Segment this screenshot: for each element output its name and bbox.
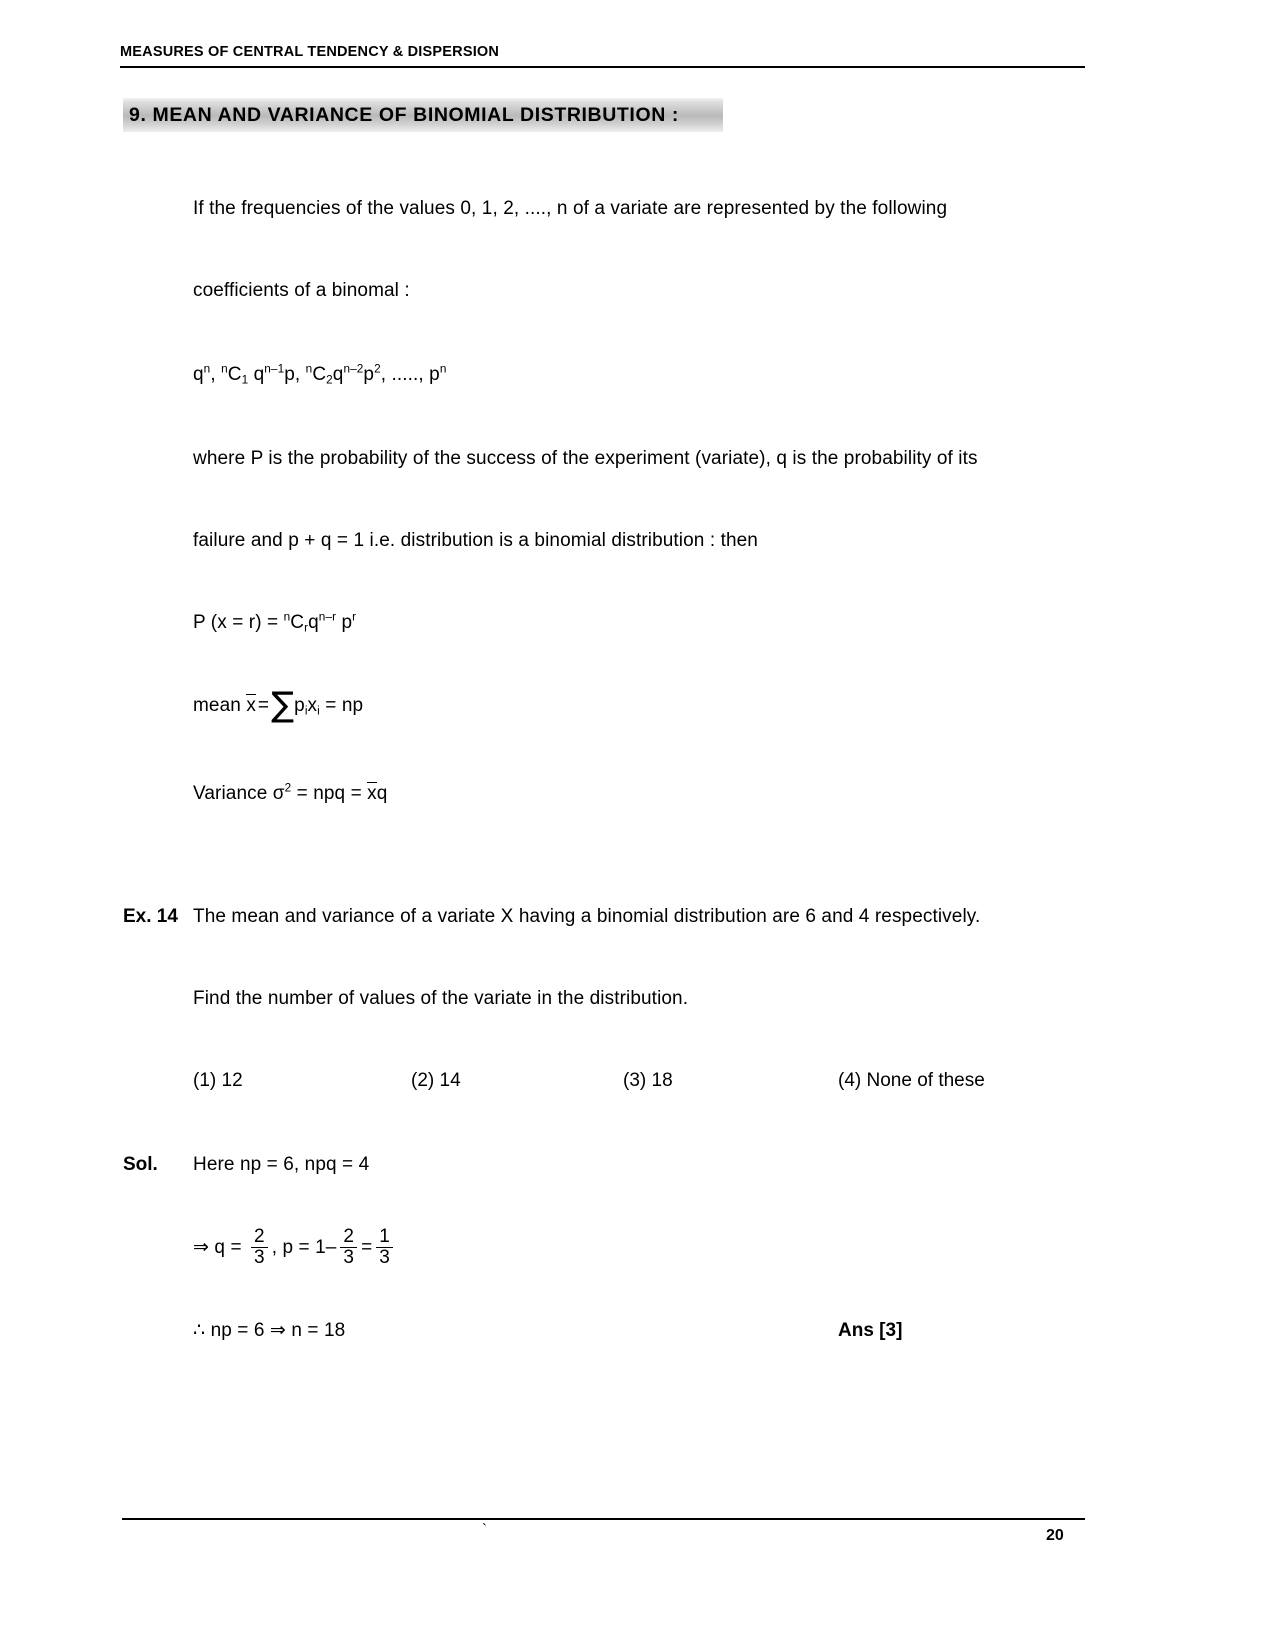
fraction-two-thirds <box>251 1227 268 1268</box>
fraction-denominator: 3 <box>376 1247 393 1268</box>
coef-term-6-base: p <box>429 364 440 385</box>
option-2[interactable]: (2) 14 <box>411 1070 461 1091</box>
option-4[interactable]: (4) None of these <box>838 1070 985 1091</box>
example-question-line-1: The mean and variance of a variate X having a binomial distribution are 6 and 4 respectively. <box>193 906 981 927</box>
implies-arrow-icon: ⇒ <box>269 1320 286 1341</box>
mean-x: x <box>307 695 318 716</box>
running-header <box>120 44 1085 60</box>
option-3[interactable]: (3) 18 <box>623 1070 673 1091</box>
coef-sep-3: , ....., <box>380 364 430 385</box>
therefore-icon: ∴ <box>193 1320 206 1341</box>
coef-term-3-post: p <box>284 364 295 385</box>
coef-term-6-sup: n <box>439 362 447 376</box>
solution-q-label: q = <box>209 1237 248 1259</box>
mean-p-sub: i <box>304 704 308 718</box>
running-header-title: MEASURES OF CENTRAL TENDENCY & DISPERSION <box>120 44 500 60</box>
coef-term-3-base: q <box>248 364 265 385</box>
coef-sep-2: , <box>294 364 306 385</box>
fraction-denominator: 3 <box>340 1247 357 1268</box>
summation-icon: ∑ <box>271 685 295 725</box>
coef-term-1-sup: n <box>203 362 211 376</box>
variance-mid: = npq = <box>291 783 368 804</box>
coef-term-5-sup: n–2 <box>343 362 364 376</box>
conclusion-text-2: n = 18 <box>285 1320 346 1341</box>
fraction-two-thirds-2 <box>340 1227 357 1268</box>
footer-mark: ` <box>482 1521 487 1538</box>
mean-x-sub: i <box>317 704 320 718</box>
fraction-numerator: 2 <box>254 1226 265 1247</box>
header-divider <box>120 66 1085 68</box>
answer-key: Ans [3] <box>838 1320 903 1341</box>
solution-conclusion <box>193 1320 345 1343</box>
fraction-numerator: 1 <box>379 1226 390 1247</box>
mean-equals: = <box>257 695 270 716</box>
variance-exponent: 2 <box>284 781 292 795</box>
mean-label: mean <box>193 695 247 716</box>
section-title: 9. MEAN AND VARIANCE OF BINOMIAL DISTRIBUTION : <box>129 103 680 126</box>
prob-p-sup: r <box>352 610 357 624</box>
mean-xbar: x <box>246 695 256 716</box>
coef-sep-1: , <box>210 364 222 385</box>
coef-term-4-sub: 2 <box>326 373 333 387</box>
theory-line-1: If the frequencies of the values 0, 1, 2, ...., n of a variate are represented by the following <box>193 198 948 219</box>
prob-c: C <box>290 612 305 633</box>
mean-tail: = np <box>319 695 364 716</box>
coef-term-1-base: q <box>193 364 204 385</box>
prob-pre-sup: n <box>283 610 291 624</box>
coef-term-5-post-sup: 2 <box>374 362 381 376</box>
footer-divider <box>122 1518 1085 1520</box>
formula-binomial-coefficients <box>193 364 446 387</box>
fraction-one-third <box>376 1227 393 1268</box>
formula-variance <box>193 782 387 806</box>
variance-xbar: x <box>367 783 377 804</box>
theory-line-3: where P is the probability of the success of the experiment (variate), q is the probability of its <box>193 448 978 469</box>
theory-line-2: coefficients of a binomal : <box>193 280 410 301</box>
prob-c-sub: r <box>304 621 309 635</box>
formula-mean <box>193 685 364 725</box>
conclusion-text-1: np = 6 <box>205 1320 270 1341</box>
formula-probability <box>193 612 356 635</box>
coef-term-2-pre: n <box>221 362 228 376</box>
solution-work <box>193 1228 397 1269</box>
coef-term-2-base: C <box>227 364 242 385</box>
coef-term-2-sub: 1 <box>241 373 249 387</box>
prob-lead: P (x = r) = <box>193 612 284 633</box>
coef-term-5-base: q <box>332 364 344 385</box>
option-1[interactable]: (1) 12 <box>193 1070 243 1091</box>
example-question-line-2: Find the number of values of the variate in the distribution. <box>193 988 689 1009</box>
coef-term-4-pre: n <box>305 362 313 376</box>
solution-p-label: , p = 1 <box>271 1237 326 1259</box>
variance-label: Variance σ <box>193 783 285 804</box>
fraction-numerator: 2 <box>343 1226 355 1247</box>
coef-term-4-base: C <box>312 364 327 385</box>
prob-q-sup: n–r <box>318 610 337 624</box>
solution-label: Sol. <box>123 1154 158 1175</box>
theory-line-4: failure and p + q = 1 i.e. distribution is a binomial distribution : then <box>193 530 758 551</box>
equals-sign: = <box>361 1237 373 1259</box>
coef-term-5-post: p <box>363 364 375 385</box>
section-title-bar <box>123 98 723 132</box>
options-row <box>193 1070 1073 1092</box>
page-number: 20 <box>1046 1527 1064 1544</box>
mean-p: p <box>294 695 305 716</box>
implies-arrow-icon: ⇒ <box>193 1237 210 1259</box>
example-label: Ex. 14 <box>123 906 178 927</box>
prob-p: p <box>336 612 353 633</box>
fraction-denominator: 3 <box>251 1247 268 1268</box>
minus-sign: – <box>325 1237 337 1259</box>
variance-q: q <box>376 783 388 804</box>
coef-term-3-sup: n–1 <box>264 362 285 376</box>
solution-line-1: Here np = 6, npq = 4 <box>193 1154 370 1175</box>
prob-q: q <box>308 612 319 633</box>
